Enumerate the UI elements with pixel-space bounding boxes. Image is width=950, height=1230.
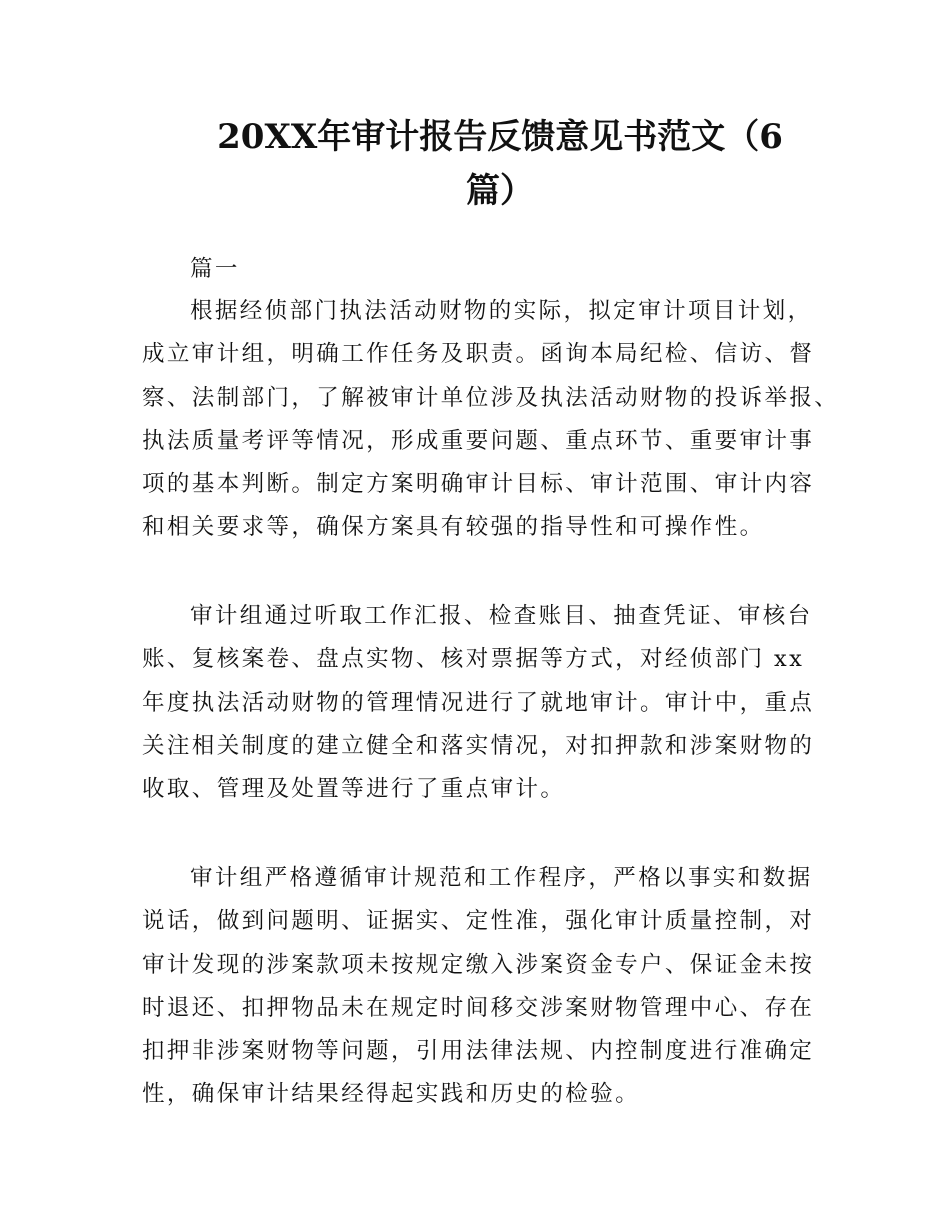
- paragraph-line: 执法质量考评等情况，形成重要问题、重点环节、重要审计事: [142, 427, 815, 454]
- paragraph-3: [142, 857, 822, 1117]
- paragraph-line: 时退还、扣押物品未在规定时间移交涉案财物管理中心、存在: [142, 994, 815, 1021]
- paragraph-line: 成立审计组，明确工作任务及职责。函询本局纪检、信访、督: [142, 341, 815, 368]
- paragraph-line: 说话，做到问题明、证据实、定性准，强化审计质量控制，对: [142, 908, 815, 935]
- paragraph-line: 审计组严格遵循审计规范和工作程序，严格以事实和数据: [190, 865, 813, 891]
- paragraph-line: 根据经侦部门执法活动财物的实际，拟定审计项目计划，: [190, 298, 813, 324]
- paragraph-line: 性，确保审计结果经得起实践和历史的检验。: [142, 1081, 641, 1108]
- title-line-1: 20XX年审计报告反馈意见书范文（6: [217, 117, 783, 157]
- paragraph-line: 审计发现的涉案款项未按规定缴入涉案资金专户、保证金未按: [142, 951, 815, 978]
- paragraph-2: [142, 595, 822, 811]
- paragraph-line: 年度执法活动财物的管理情况进行了就地审计。审计中，重点: [142, 689, 815, 716]
- paragraph-line: 和相关要求等，确保方案具有较强的指导性和可操作性。: [142, 514, 765, 541]
- paragraph-line: 关注相关制度的建立健全和落实情况，对扣押款和涉案财物的: [142, 732, 815, 759]
- section-label: 篇一: [190, 256, 240, 282]
- paragraph-line: 察、法制部门，了解被审计单位涉及执法活动财物的投诉举报、: [142, 384, 840, 411]
- paragraph-line: 扣押非涉案财物等问题，引用法律法规、内控制度进行准确定: [142, 1038, 815, 1065]
- paragraph-line: 收取、管理及处置等进行了重点审计。: [142, 776, 566, 803]
- paragraph-1: [142, 290, 840, 550]
- title-line-2: 篇）: [466, 171, 534, 211]
- paragraph-line: 项的基本判断。制定方案明确审计目标、审计范围、审计内容: [142, 471, 815, 498]
- paragraph-line: 账、复核案卷、盘点实物、核对票据等方式，对经侦部门 xx: [142, 646, 805, 673]
- document-title: [215, 110, 785, 218]
- paragraph-line: 审计组通过听取工作汇报、检查账目、抽查凭证、审核台: [190, 603, 813, 629]
